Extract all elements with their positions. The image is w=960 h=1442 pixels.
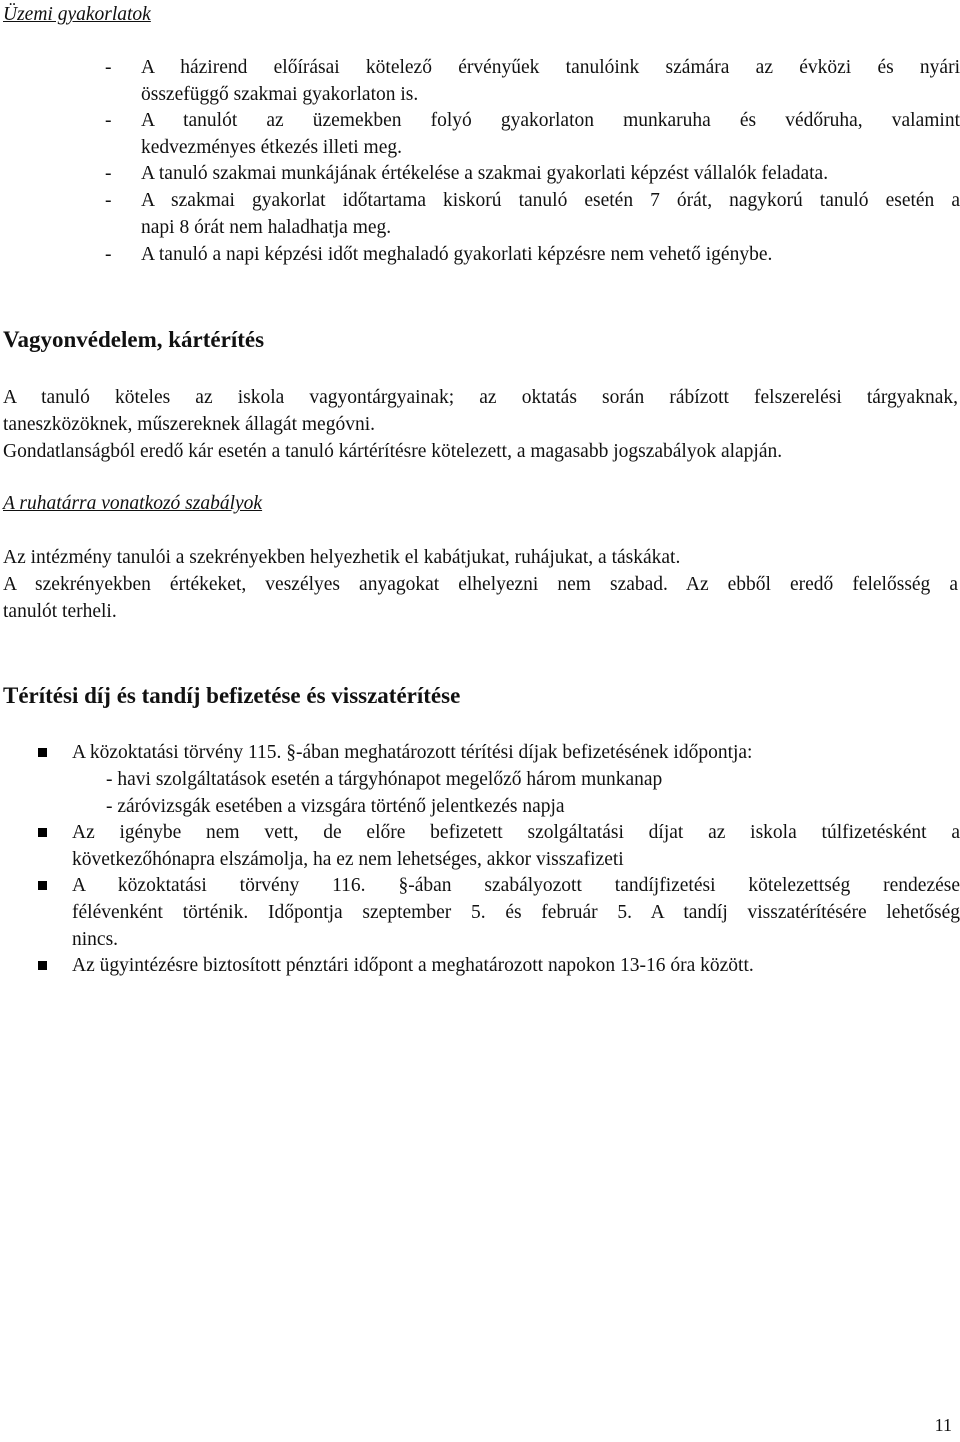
list-item-line: A tanuló a napi képzési időt meghaladó gyakorlati képzésre nem vehető igénybe. [141, 244, 773, 265]
square-bullet-icon [38, 881, 47, 890]
list-dash: - [105, 163, 112, 184]
section-title-uzemi-gyakorlatok: Üzemi gyakorlatok [3, 4, 151, 25]
paragraph-line: A szekrényekben értékeket, veszélyes anyagokat elhelyezni nem szabad. Az ebből eredő felelősség a [3, 574, 958, 595]
bullet-text-line: A közoktatási törvény 116. §-ában szabályozott tandíjfizetési kötelezettség rendezése [72, 875, 960, 896]
list-item-line: A tanulót az üzemekben folyó gyakorlaton munkaruha és védőruha, valamint [141, 110, 960, 131]
list-item-line: kedvezményes étkezés illeti meg. [141, 137, 402, 158]
section-heading-vagyonvedelem: Vagyonvédelem, kártérítés [3, 327, 265, 352]
square-bullet-icon [38, 748, 47, 757]
paragraph: Az intézmény tanulói a szekrényekben helyezhetik el kabátjukat, ruhájukat, a táskákat. [3, 547, 681, 568]
page-number: 11 [934, 1415, 952, 1435]
bullet-text: A közoktatási törvény 115. §-ában meghatározott térítési díjak befizetésének időpontja: [72, 742, 753, 763]
subsection-title-ruhatar: A ruhatárra vonatkozó szabályok [3, 493, 263, 514]
sub-list-line: - havi szolgáltatások esetén a tárgyhónapot megelőző három munkanap [106, 769, 663, 790]
list-dash: - [105, 244, 112, 265]
list-dash: - [105, 190, 112, 211]
square-bullet-icon [38, 828, 47, 837]
bullet-text-line: félévenként történik. Időpontja szeptember 5. és február 5. A tandíj visszatérítésére lehetőség [72, 902, 960, 923]
bullet-text-line: következőhónapra elszámolja, ha ez nem lehetséges, akkor visszafizeti [72, 849, 624, 870]
list-item-line: összefüggő szakmai gyakorlaton is. [141, 84, 419, 105]
paragraph: Gondatlanságból eredő kár esetén a tanuló kártérítésre kötelezett, a magasabb jogszabályok alapján. [3, 441, 783, 462]
sub-list-line: - záróvizsgák esetében a vizsgára történő jelentkezés napja [106, 796, 565, 817]
paragraph-line: tanulót terheli. [3, 601, 117, 622]
list-item-line: A tanuló szakmai munkájának értékelése a szakmai gyakorlati képzést vállalók feladata. [141, 163, 829, 184]
bullet-text-line: nincs. [72, 929, 119, 950]
bullet-text: Az ügyintézésre biztosított pénztári időpont a meghatározott napokon 13-16 óra között. [72, 955, 754, 976]
bullet-text-line: Az igénybe nem vett, de előre befizetett szolgáltatási díjat az iskola túlfizetésként a [72, 822, 960, 843]
list-dash: - [105, 57, 112, 78]
paragraph-line: taneszközöknek, műszereknek állagát megóvni. [3, 414, 375, 435]
list-dash: - [105, 110, 112, 131]
paragraph-line: A tanuló köteles az iskola vagyontárgyainak; az oktatás során rábízott felszerelési tárgyaknak, [3, 387, 958, 408]
square-bullet-icon [38, 961, 47, 970]
list-item-line: A házirend előírásai kötelező érvényűek tanulóink számára az évközi és nyári [141, 57, 960, 78]
section-heading-teritesi-dij: Térítési díj és tandíj befizetése és visszatérítése [3, 683, 461, 708]
list-item-line: A szakmai gyakorlat időtartama kiskorú tanuló esetén 7 órát, nagykorú tanuló esetén a [141, 190, 960, 211]
list-item-line: napi 8 órát nem haladhatja meg. [141, 217, 392, 238]
